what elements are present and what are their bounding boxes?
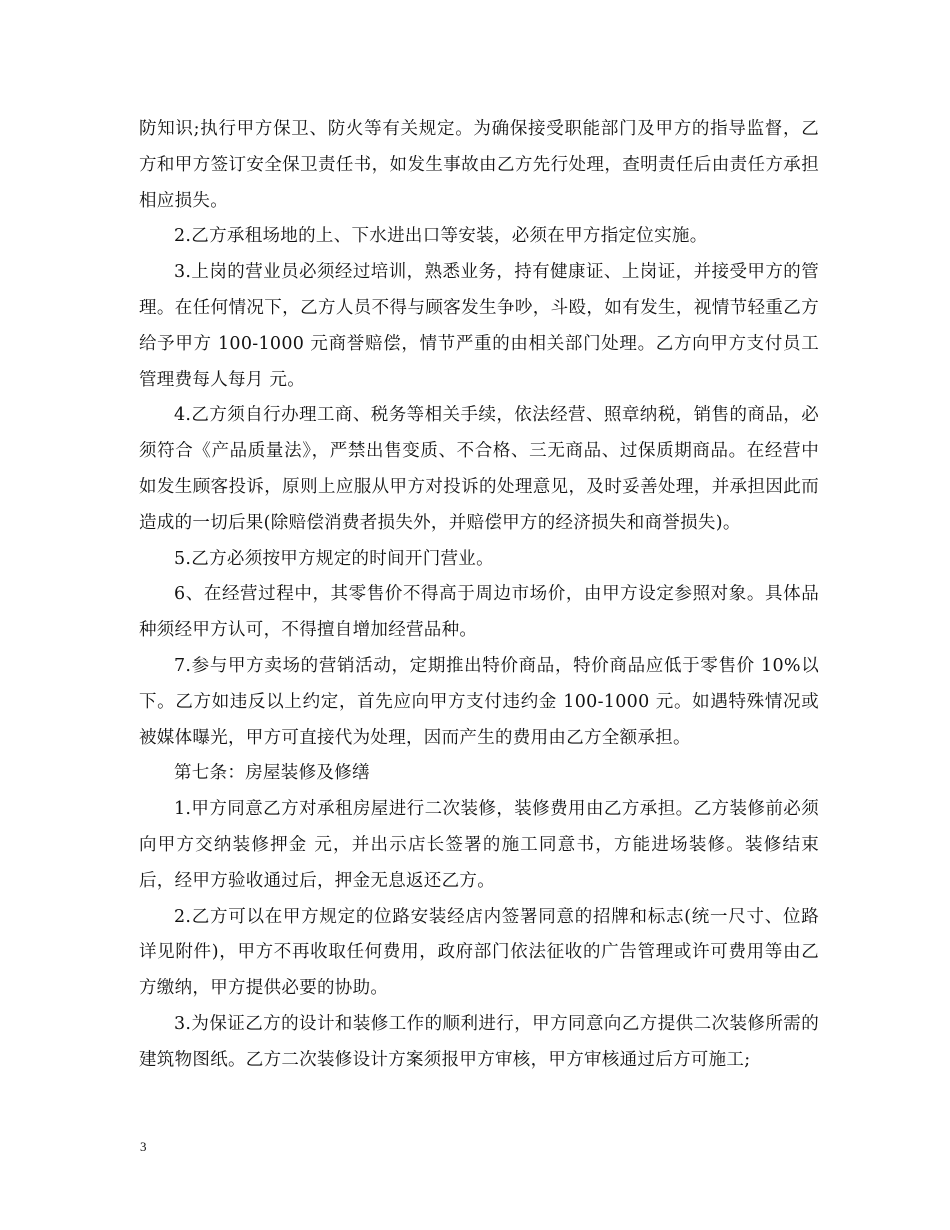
page-number: 3	[140, 1139, 147, 1154]
paragraph: 3.上岗的营业员必须经过培训，熟悉业务，持有健康证、上岗证，并接受甲方的管理。在任何情况下，乙方人员不得与顾客发生争吵，斗殴，如有发生，视情节轻重乙方给予甲方 100-1000 元商誉赔偿，情节严重的由相关部门处理。乙方向甲方支付员工管理费每人每月 元。	[139, 262, 819, 390]
paragraph: 2.乙方可以在甲方规定的位路安装经店内签署同意的招牌和标志(统一尺寸、位路详见附件)，甲方不再收取任何费用，政府部门依法征收的广告管理或许可费用等由乙方缴纳，甲方提供必要的协助。	[139, 906, 819, 999]
paragraph: 防知识;执行甲方保卫、防火等有关规定。为确保接受职能部门及甲方的指导监督，乙方和甲方签订安全保卫责任书，如发生事故由乙方先行处理，查明责任后由责任方承担相应损失。	[139, 119, 819, 211]
paragraph: 4.乙方须自行办理工商、税务等相关手续，依法经营、照章纳税，销售的商品，必须符合《产品质量法》，严禁出售变质、不合格、三无商品、过保质期商品。在经营中如发生顾客投诉，原则上应服从甲方对投诉的处理意见，及时妥善处理，并承担因此而造成的一切后果(除赔偿消费者损失外，并赔偿甲方的经济损失和商誉损失)。	[139, 405, 819, 533]
paragraph: 5.乙方必须按甲方规定的时间开门营业。	[174, 548, 494, 569]
document-body	[139, 112, 819, 1079]
paragraph: 第七条：房屋装修及修缮	[174, 763, 370, 784]
paragraph: 3.为保证乙方的设计和装修工作的顺利进行，甲方同意向乙方提供二次装修所需的建筑物图纸。乙方二次装修设计方案须报甲方审核，甲方审核通过后方可施工;	[139, 1013, 819, 1070]
paragraph: 7.参与甲方卖场的营销活动，定期推出特价商品，特价商品应低于零售价 10%以下。乙方如违反以上约定，首先应向甲方支付违约金 100-1000 元。如遇特殊情况或被媒体曝光，甲方可直接代为处理，因而产生的费用由乙方全额承担。	[139, 655, 819, 748]
paragraph: 6、在经营过程中，其零售价不得高于周边市场价，由甲方设定参照对象。具体品种须经甲方认可，不得擅自增加经营品种。	[139, 584, 819, 641]
paragraph: 1.甲方同意乙方对承租房屋进行二次装修，装修费用由乙方承担。乙方装修前必须向甲方交纳装修押金 元，并出示店长签署的施工同意书，方能进场装修。装修结束后，经甲方验收通过后，押金无息返还乙方。	[139, 799, 819, 891]
paragraph: 2.乙方承租场地的上、下水进出口等安装，必须在甲方指定位实施。	[174, 226, 708, 247]
